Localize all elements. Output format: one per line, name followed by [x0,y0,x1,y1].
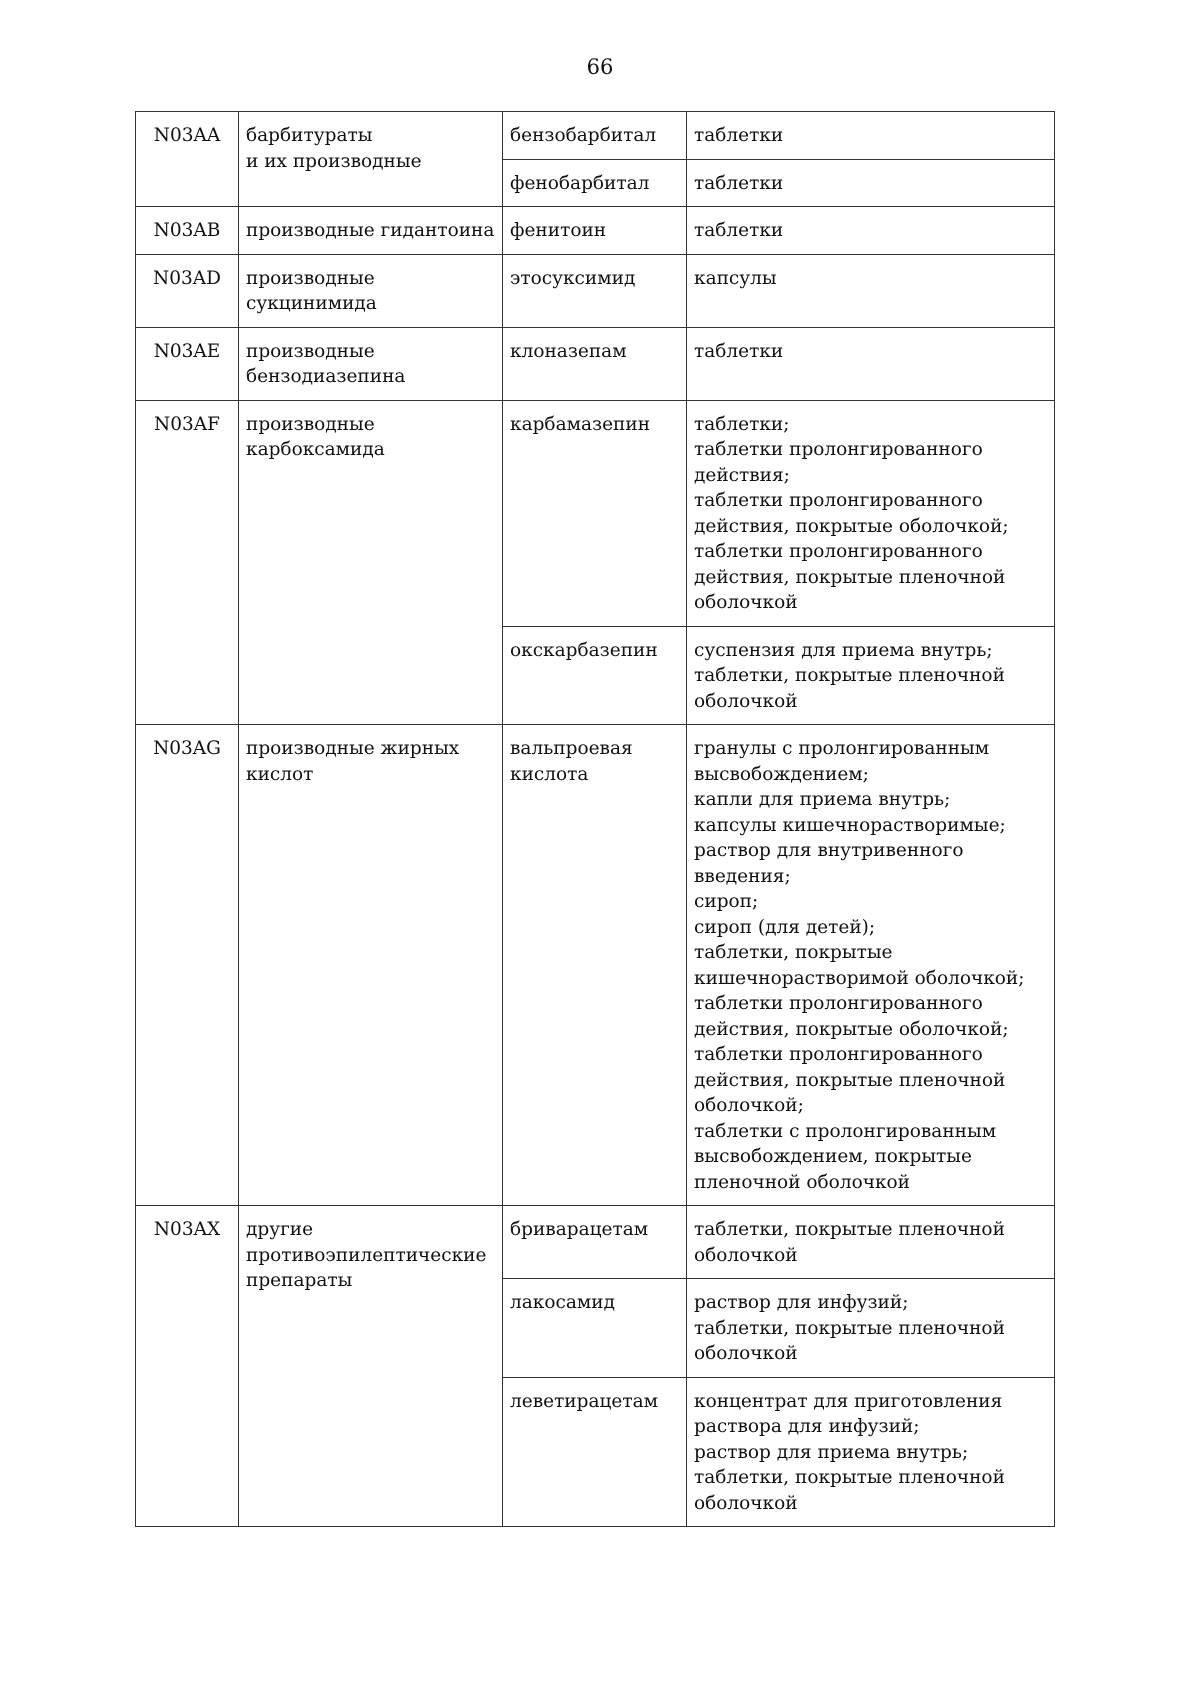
dosage-form-line: раствора для инфузий; [694,1416,920,1437]
atc-code-cell: N03AX [136,1206,239,1527]
dosage-form-line: таблетки пролонгированного [694,541,983,562]
dosage-form-line: действия; [694,464,790,486]
drug-name-line: карбамазепин [510,413,651,435]
group-name-line: барбитураты [246,125,373,146]
dosage-form-cell [687,725,1055,1206]
dosage-form-line: гранулы с пролонгированным [694,738,990,759]
dosage-form-line: действия, покрытые пленочной [694,566,1006,588]
group-name-line: производные [246,340,375,362]
dosage-form-line: сироп; [694,891,759,912]
drug-name-line: лакосамид [510,1292,615,1313]
dosage-form-line: высвобождением, покрытые [694,1146,972,1167]
table-row [136,400,1055,626]
atc-code-cell: N03AD [136,254,239,327]
drug-name-cell [503,1206,687,1279]
dosage-form-line: таблетки пролонгированного [694,993,983,1014]
group-name-cell [239,207,503,255]
dosage-form-cell [687,1279,1055,1378]
dosage-form-line: таблетки [694,340,784,362]
dosage-form-cell [687,112,1055,160]
drug-name-line: вальпроевая [510,738,633,759]
dosage-form-line: таблетки; [694,413,790,435]
dosage-form-line: оболочкой [694,1343,798,1364]
group-name-line: и их производные [246,150,422,172]
dosage-form-line: таблетки, покрытые пленочной [694,665,1005,686]
dosage-form-line: оболочкой [694,1244,798,1266]
dosage-form-line: пленочной оболочкой [694,1171,910,1193]
dosage-form-line: таблетки, покрытые [694,942,893,963]
dosage-form-line: раствор для приема внутрь; [694,1441,969,1463]
group-name-cell [239,400,503,725]
dosage-form-line: капли для приема внутрь; [694,789,951,810]
group-name-cell [239,327,503,400]
drug-name-line: бриварацетам [510,1219,649,1240]
dosage-form-line: действия, покрытые пленочной [694,1069,1006,1091]
dosage-form-line: оболочкой [694,690,798,712]
table-row [136,1206,1055,1279]
dosage-form-line: высвобождением; [694,763,869,785]
dosage-form-line: действия, покрытые оболочкой; [694,1018,1009,1040]
drug-table-body [136,112,1055,1527]
dosage-form-line: раствор для инфузий; [694,1292,909,1313]
dosage-form-cell [687,400,1055,626]
atc-code-cell: N03AG [136,725,239,1206]
group-name-line: препараты [246,1270,353,1291]
drug-name-line: этосуксимид [510,267,636,289]
drug-name-cell [503,1279,687,1378]
dosage-form-line: таблетки, покрытые пленочной [694,1317,1005,1339]
dosage-form-line: таблетки [694,172,784,194]
dosage-form-cell [687,254,1055,327]
dosage-form-line: суспензия для приема внутрь; [694,639,993,661]
table-row [136,112,1055,160]
dosage-form-cell [687,159,1055,207]
dosage-form-line: таблетки пролонгированного [694,490,983,511]
dosage-form-line: таблетки, покрытые пленочной [694,1467,1005,1488]
dosage-form-cell [687,207,1055,255]
dosage-form-line: таблетки пролонгированного [694,439,983,460]
atc-code-cell: N03AF [136,400,239,725]
drug-name-line: кислота [510,763,589,785]
drug-table [135,111,1055,1527]
drug-name-cell [503,400,687,626]
atc-code-cell: N03AB [136,207,239,255]
atc-code-cell: N03AA [136,112,239,207]
drug-name-line: окскарбазепин [510,639,658,661]
table-row [136,725,1055,1206]
dosage-form-line: капсулы кишечнорастворимые; [694,814,1006,836]
drug-name-cell [503,207,687,255]
dosage-form-cell [687,626,1055,725]
group-name-cell [239,1206,503,1527]
dosage-form-line: сироп (для детей); [694,916,876,938]
dosage-form-line: раствор для внутривенного [694,840,964,861]
group-name-cell [239,725,503,1206]
drug-name-cell [503,626,687,725]
dosage-form-line: таблетки, покрытые пленочной [694,1219,1005,1240]
dosage-form-line: оболочкой [694,1492,798,1514]
dosage-form-line: таблетки [694,125,784,146]
group-name-line: бензодиазепина [246,366,406,387]
table-row [136,327,1055,400]
group-name-line: карбоксамида [246,439,385,460]
dosage-form-line: капсулы [694,267,777,289]
page-number: 66 [586,55,614,79]
drug-name-line: клоназепам [510,340,627,362]
dosage-form-cell [687,327,1055,400]
drug-name-line: фенитоин [510,220,607,241]
dosage-form-line: таблетки с пролонгированным [694,1120,997,1142]
dosage-form-line: введения; [694,865,791,887]
dosage-form-line: действия, покрытые оболочкой; [694,515,1009,537]
drug-name-line: фенобарбитал [510,172,650,194]
table-row [136,254,1055,327]
group-name-cell [239,254,503,327]
drug-name-cell [503,112,687,160]
drug-name-cell [503,725,687,1206]
dosage-form-cell [687,1377,1055,1527]
group-name-line: другие [246,1219,314,1240]
dosage-form-line: концентрат для приготовления [694,1390,1003,1412]
drug-name-line: леветирацетам [510,1390,658,1412]
dosage-form-cell [687,1206,1055,1279]
group-name-line: производные гидантоина [246,220,495,241]
drug-name-cell [503,1377,687,1527]
group-name-line: сукцинимида [246,293,377,314]
atc-code-cell: N03AE [136,327,239,400]
group-name-line: производные жирных [246,738,460,759]
group-name-line: противоэпилептические [246,1244,487,1266]
dosage-form-line: оболочкой [694,592,798,613]
table-row [136,207,1055,255]
dosage-form-line: таблетки пролонгированного [694,1044,983,1065]
group-name-line: производные [246,413,375,435]
dosage-form-line: кишечнорастворимой оболочкой; [694,967,1025,989]
group-name-cell [239,112,503,207]
drug-name-cell [503,327,687,400]
drug-name-cell [503,159,687,207]
dosage-form-line: оболочкой; [694,1095,804,1116]
group-name-line: кислот [246,763,314,785]
dosage-form-line: таблетки [694,220,784,241]
drug-name-line: бензобарбитал [510,125,657,146]
group-name-line: производные [246,267,375,289]
drug-name-cell [503,254,687,327]
